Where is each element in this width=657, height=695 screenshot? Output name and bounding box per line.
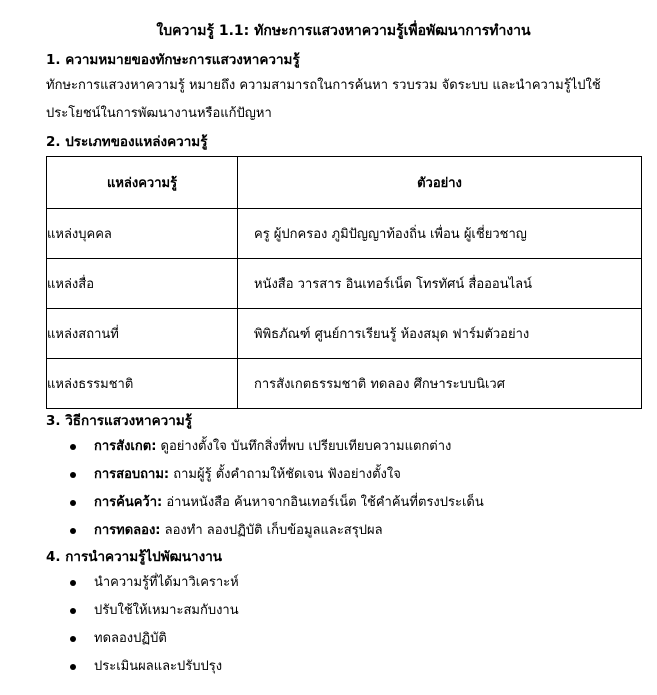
bullet-icon [70,500,76,506]
table-cell-example: การสังเกตธรรมชาติ ทดลอง ศึกษาระบบนิเวศ [238,359,642,409]
table-row [47,359,642,409]
list-item [70,489,641,517]
method-description: ดูอย่างตั้งใจ บันทึกสิ่งที่พบ เปรียบเทียบความแตกต่าง [156,439,452,454]
bullet-icon [70,608,76,614]
bullet-icon [70,664,76,670]
bullet-icon [70,472,76,478]
method-term: การสังเกต: [94,439,157,454]
list-item [70,653,641,681]
table-cell-example: หนังสือ วารสาร อินเทอร์เน็ต โทรทัศน์ สื่อออนไลน์ [238,259,642,309]
list-item [70,569,641,597]
methods-list [46,433,641,545]
section1-definition-line1: ทักษะการแสวงหาความรู้ หมายถึง ความสามารถในการค้นหา รวบรวม จัดระบบ และนำความรู้ไปใช้ [46,78,601,93]
table-cell-example: ครู ผู้ปกครอง ภูมิปัญญาท้องถิ่น เพื่อน ผู้เชี่ยวชาญ [238,209,642,259]
method-description: อ่านหนังสือ ค้นหาจากอินเทอร์เน็ต ใช้คำค้นที่ตรงประเด็น [162,495,484,510]
method-description: ลองทำ ลองปฏิบัติ เก็บข้อมูลและสรุปผล [160,523,383,538]
section4-heading: 4. การนำความรู้ไปพัฒนางาน [46,549,223,565]
table-row [47,209,642,259]
list-item [70,625,641,653]
table-cell-source: แหล่งบุคคล [47,209,238,259]
table-header-source: แหล่งความรู้ [47,157,238,209]
section3-heading: 3. วิธีการแสวงหาความรู้ [46,413,192,429]
knowledge-sources-table [46,156,642,409]
step-text: นำความรู้ที่ได้มาวิเคราะห์ [94,575,239,590]
list-item [70,517,641,545]
step-text: ปรับใช้ให้เหมาะสมกับงาน [94,603,239,618]
bullet-icon [70,444,76,450]
table-cell-source: แหล่งสื่อ [47,259,238,309]
table-row [47,309,642,359]
section1-heading: 1. ความหมายของทักษะการแสวงหาความรู้ [46,52,300,68]
method-term: การค้นคว้า: [94,495,163,510]
bullet-icon [70,580,76,586]
table-cell-example: พิพิธภัณฑ์ ศูนย์การเรียนรู้ ห้องสมุด ฟาร์มตัวอย่าง [238,309,642,359]
table-row [47,259,642,309]
table-cell-source: แหล่งธรรมชาติ [47,359,238,409]
application-steps-list [46,569,641,681]
list-item [70,461,641,489]
table-header-row [47,157,642,209]
bullet-icon [70,636,76,642]
method-description: ถามผู้รู้ ตั้งคำถามให้ชัดเจน ฟังอย่างตั้งใจ [169,467,401,482]
section2-heading: 2. ประเภทของแหล่งความรู้ [46,134,208,150]
method-term: การสอบถาม: [94,467,170,482]
table-cell-source: แหล่งสถานที่ [47,309,238,359]
method-term: การทดลอง: [94,523,161,538]
table-header-example: ตัวอย่าง [238,157,642,209]
step-text: ประเมินผลและปรับปรุง [94,659,223,674]
bullet-icon [70,528,76,534]
list-item [70,433,641,461]
section1-definition-line2: ประโยชน์ในการพัฒนางานหรือแก้ปัญหา [46,106,272,121]
list-item [70,597,641,625]
step-text: ทดลองปฏิบัติ [94,631,167,646]
page-title: ใบความรู้ 1.1: ทักษะการแสวงหาความรู้เพื่อพัฒนาการทำงาน [156,23,531,39]
